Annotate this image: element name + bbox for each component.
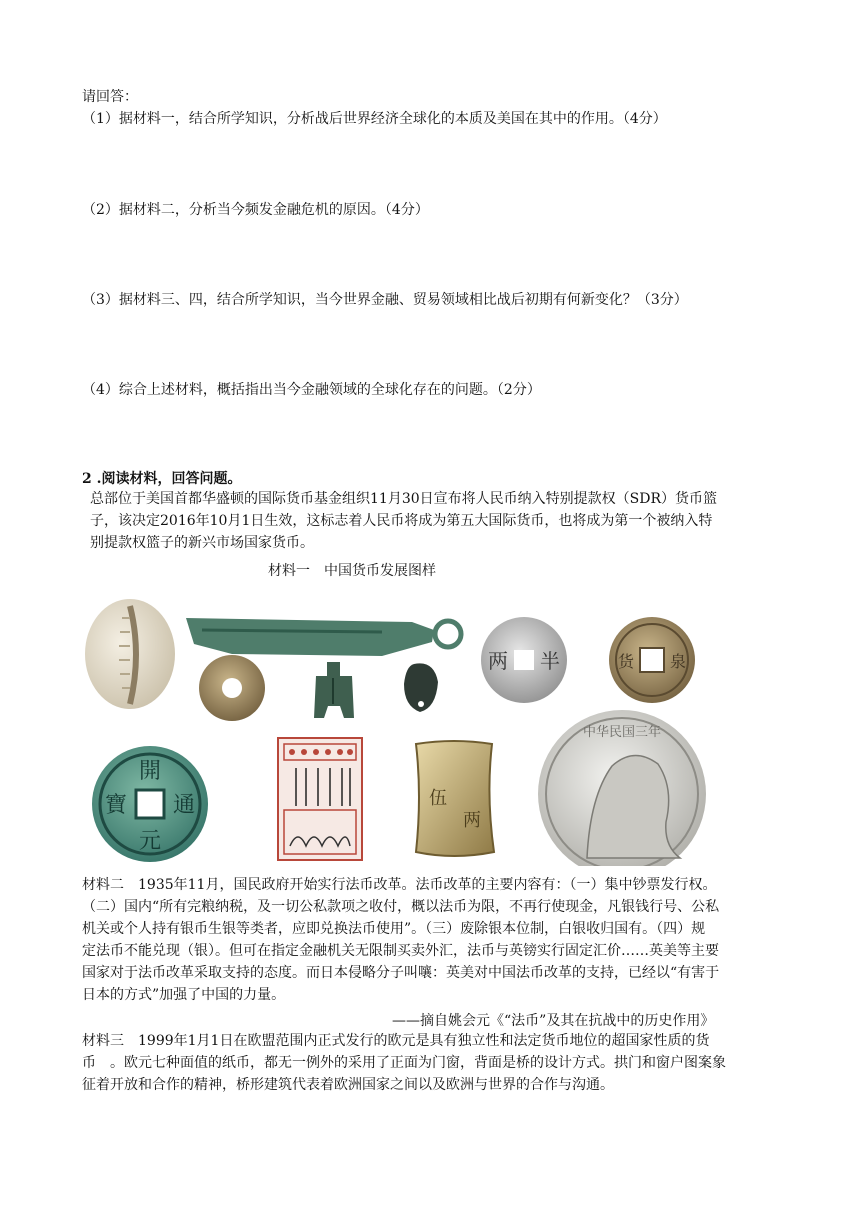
coin-char: 两	[488, 649, 508, 673]
coin-char: 半	[540, 649, 560, 673]
knife-coin-icon	[186, 618, 461, 656]
coin-char: 寶	[104, 793, 128, 818]
question-1: （1）据材料一，结合所学知识，分析战后世界经济全球化的本质及美国在其中的作用。（4分）	[82, 111, 667, 127]
yuan-shikai-silver-dollar-icon	[538, 710, 706, 866]
question-2: （2）据材料二，分析当今频发金融危机的原因。（4分）	[82, 202, 429, 218]
material3-paragraph	[82, 1030, 726, 1096]
coin-char: 元	[138, 829, 162, 854]
round-hole-coin-icon	[199, 655, 265, 721]
ant-nose-coin-icon	[404, 663, 438, 712]
material2-line: 日本的方式”加强了中国的力量。	[82, 987, 286, 1003]
jiaozi-banknote-icon	[278, 738, 362, 860]
answer-prompt: 请回答：	[82, 89, 138, 105]
intro-line: 子，该决定2016年10月1日生效，这标志着人民币将成为第五大国际货币，也将成为第一个被纳入特	[90, 513, 713, 529]
material2-line: 机关或个人持有银币生银等类者，应即兑换法币使用”。（三）废除银本位制，白银收归国有。（四）规	[82, 921, 706, 937]
material2-line: （二）国内“所有完粮纳税，及一切公私款项之收付，概以法币为限，不再行使现金，凡银钱行号、公私	[82, 899, 720, 915]
material2-paragraph	[82, 874, 719, 1006]
coin-char: 開	[138, 759, 162, 784]
material2-source: ——摘自姚会元《“法币”及其在抗战中的历史作用》	[392, 1013, 715, 1029]
material2-line: 定法币不能兑现（银）。但可在指定金融机关无限制买卖外汇，法币与英镑实行固定汇价……英美等主要	[82, 943, 719, 959]
coin-char: 伍	[429, 788, 447, 809]
question-4: （4）综合上述材料，概括指出当今金融领域的全球化存在的问题。（2分）	[82, 382, 541, 398]
coin-char: 通	[172, 793, 196, 818]
kaiyuan-tongbao-coin-icon	[92, 746, 208, 862]
currency-illustrations	[82, 596, 722, 866]
cowrie-shell-icon	[85, 599, 175, 709]
material3-line: 材料三 1999年1月1日在欧盟范围内正式发行的欧元是具有独立性和法定货币地位的超国家性质的货	[82, 1033, 710, 1049]
coin-char: 泉	[669, 652, 687, 671]
intro-paragraph	[90, 488, 717, 554]
intro-line: 别提款权篮子的新兴市场国家货币。	[90, 535, 314, 551]
coin-char: 两	[463, 810, 481, 831]
silver-ingot-icon	[416, 741, 494, 856]
section-heading: 2 .阅读材料，回答问题。	[82, 471, 242, 487]
material2-line: 材料二 1935年11月，国民政府开始实行法币改革。法币改革的主要内容有：（一）集中钞票发行权。	[82, 877, 717, 893]
coin-legend: 中华民国三年	[582, 725, 662, 740]
huoquan-coin-icon	[609, 617, 695, 703]
intro-line: 总部位于美国首都华盛顿的国际货币基金组织11月30日宣布将人民币纳入特别提款权（SDR）货币篮	[90, 491, 717, 507]
material3-line: 征着开放和合作的精神，桥形建筑代表着欧洲国家之间以及欧洲与世界的合作与沟通。	[82, 1077, 614, 1093]
material3-line: 币 。欧元七种面值的纸币，都无一例外的采用了正面为门窗，背面是桥的设计方式。拱门和窗户图案象	[82, 1055, 726, 1071]
coin-char: 货	[617, 652, 635, 671]
spade-coin-icon	[314, 662, 354, 718]
material1-caption: 材料一 中国货币发展图样	[268, 563, 436, 579]
question-3: （3）据材料三、四，结合所学知识，当今世界金融、贸易领域相比战后初期有何新变化？（3分）	[82, 292, 688, 308]
banliang-coin-icon	[481, 617, 567, 703]
material2-line: 国家对于法币改革采取支持的态度。而日本侵略分子叫嚷：英美对中国法币改革的支持，已经以“有害于	[82, 965, 720, 981]
